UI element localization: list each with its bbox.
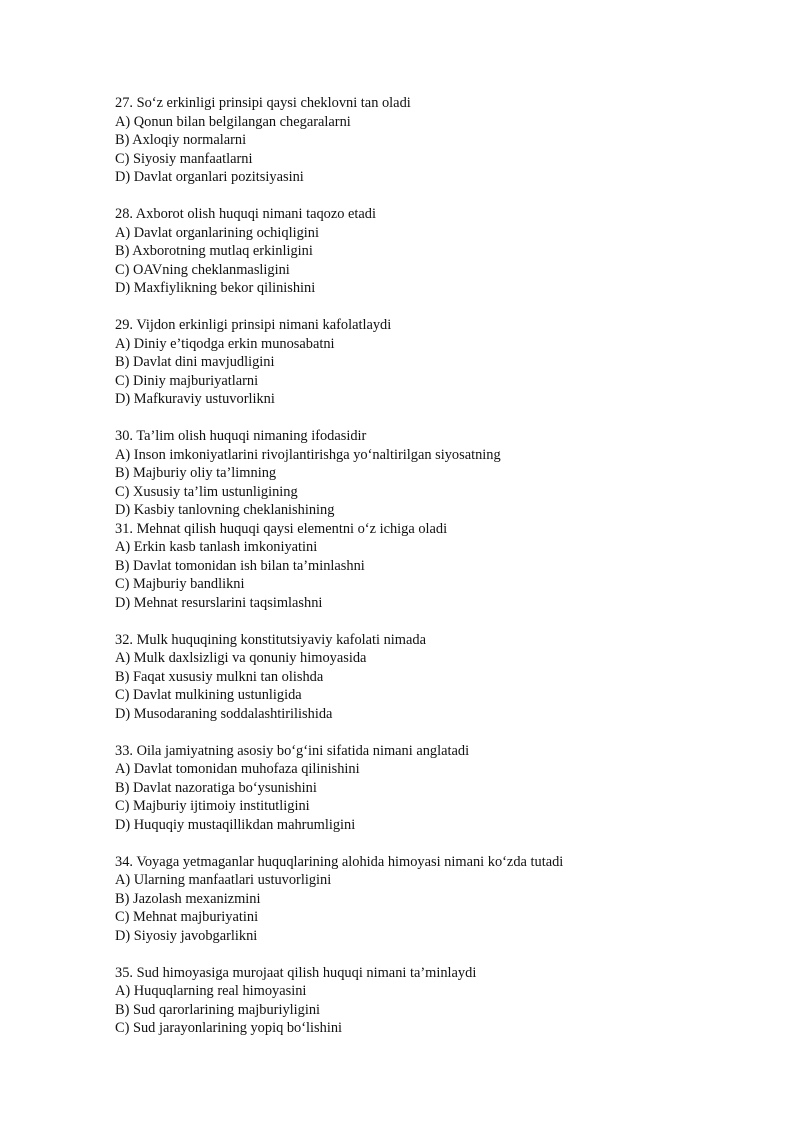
answer-option-c: C) Davlat mulkining ustunligida [115, 687, 302, 703]
answer-option-c: C) Xususiy ta’lim ustunligining [115, 483, 298, 500]
answer-option-b: B) Davlat dini mavjudligini [115, 354, 275, 370]
question-29 [115, 316, 775, 409]
question-text: 27. So‘z erkinligi prinsipi qaysi cheklovni tan oladi [115, 95, 411, 111]
question-text: 28. Axborot olish huquqi nimani taqozo etadi [115, 206, 376, 222]
question-30 [115, 427, 775, 520]
question-text: 32. Mulk huquqining konstitutsiyaviy kafolati nimada [115, 631, 426, 648]
answer-option-b: B) Faqat xususiy mulkni tan olishda [115, 668, 324, 685]
question-27 [115, 94, 775, 187]
question-text: 33. Oila jamiyatning asosiy bo‘g‘ini sifatida nimani anglatadi [115, 742, 470, 759]
question-31 [115, 520, 775, 613]
answer-option-d: D) Huquqiy mustaqillikdan mahrumligini [115, 816, 356, 833]
answer-option-a: A) Inson imkoniyatlarini rivojlantirishga yo‘naltirilgan siyosatning [115, 446, 501, 463]
question-text: 31. Mehnat qilish huquqi qaysi elementni o‘z ichiga oladi [115, 520, 448, 537]
answer-option-d: D) Mafkuraviy ustuvorlikni [115, 391, 275, 407]
answer-option-c: C) Majburiy bandlikni [115, 576, 245, 592]
question-35 [115, 964, 775, 1038]
answer-option-a: A) Huquqlarning real himoyasini [115, 983, 307, 999]
answer-option-b: B) Sud qarorlarining majburiyligini [115, 1001, 321, 1018]
answer-option-a: A) Davlat tomonidan muhofaza qilinishini [115, 761, 360, 777]
answer-option-a: A) Mulk daxlsizligi va qonuniy himoyasida [115, 650, 367, 666]
question-text: 29. Vijdon erkinligi prinsipi nimani kafolatlaydi [115, 317, 392, 333]
answer-option-a: A) Diniy e’tiqodga erkin munosabatni [115, 335, 335, 352]
document-page [115, 94, 775, 1038]
answer-option-c: C) OAVning cheklanmasligini [115, 261, 290, 278]
question-28 [115, 205, 775, 298]
question-34 [115, 853, 775, 946]
answer-option-d: D) Davlat organlari pozitsiyasini [115, 169, 304, 185]
answer-option-a: A) Erkin kasb tanlash imkoniyatini [115, 539, 318, 555]
answer-option-d: D) Mehnat resurslarini taqsimlashni [115, 594, 323, 611]
answer-option-b: B) Majburiy oliy ta’limning [115, 465, 277, 481]
question-32 [115, 631, 775, 724]
question-33 [115, 742, 775, 835]
answer-option-d: D) Siyosiy javobgarlikni [115, 927, 258, 944]
question-text: 35. Sud himoyasiga murojaat qilish huquqi nimani ta’minlaydi [115, 964, 477, 981]
answer-option-b: B) Axborotning mutlaq erkinligini [115, 243, 313, 259]
question-text: 34. Voyaga yetmaganlar huquqlarining alohida himoyasi nimani ko‘zda tutadi [115, 853, 564, 870]
answer-option-b: B) Jazolash mexanizmini [115, 890, 261, 907]
answer-option-c: C) Siyosiy manfaatlarni [115, 150, 253, 167]
question-text: 30. Ta’lim olish huquqi nimaning ifodasidir [115, 428, 367, 444]
answer-option-c: C) Sud jarayonlarining yopiq bo‘lishini [115, 1020, 343, 1036]
answer-option-c: C) Mehnat majburiyatini [115, 909, 259, 925]
answer-option-b: B) Davlat tomonidan ish bilan ta’minlashni [115, 557, 365, 574]
answer-option-d: D) Musodaraning soddalashtirilishida [115, 705, 333, 722]
answer-option-d: D) Maxfiylikning bekor qilinishini [115, 280, 316, 296]
answer-option-a: A) Davlat organlarining ochiqligini [115, 224, 319, 241]
answer-option-a: A) Ularning manfaatlari ustuvorligini [115, 872, 332, 888]
answer-option-c: C) Majburiy ijtimoiy institutligini [115, 798, 310, 814]
answer-option-a: A) Qonun bilan belgilangan chegaralarni [115, 113, 351, 130]
answer-option-d: D) Kasbiy tanlovning cheklanishining [115, 502, 335, 518]
answer-option-c: C) Diniy majburiyatlarni [115, 372, 259, 389]
answer-option-b: B) Axloqiy normalarni [115, 132, 247, 148]
answer-option-b: B) Davlat nazoratiga bo‘ysunishini [115, 779, 317, 796]
